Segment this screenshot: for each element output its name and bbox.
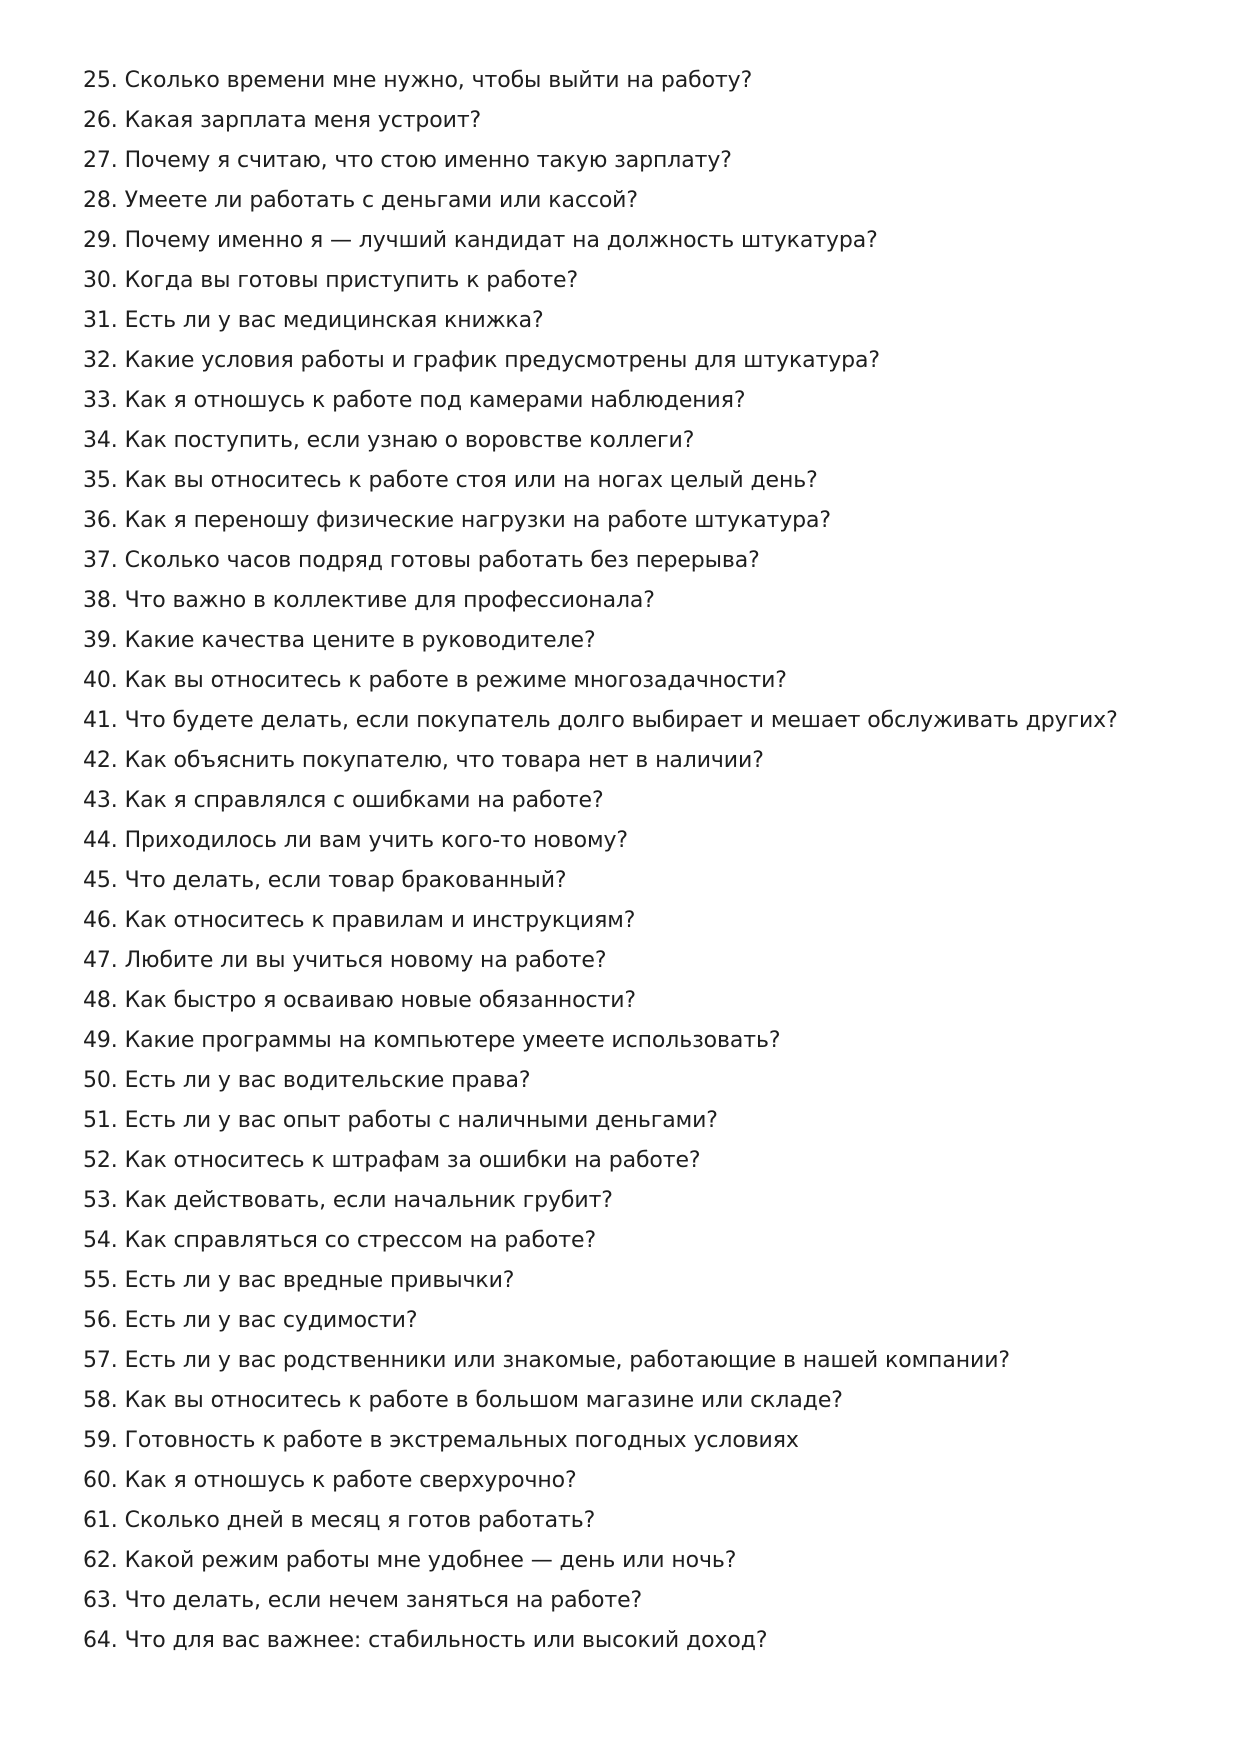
question-item: 59. Готовность к работе в экстремальных погодных условиях (83, 1428, 799, 1453)
question-item: 57. Есть ли у вас родственники или знакомые, работающие в нашей компании? (83, 1348, 1010, 1373)
question-item: 41. Что будете делать, если покупатель долго выбирает и мешает обслуживать других? (83, 708, 1118, 733)
question-item: 36. Как я переношу физические нагрузки на работе штукатура? (83, 508, 831, 533)
question-item: 26. Какая зарплата меня устроит? (83, 108, 482, 133)
question-item: 40. Как вы относитесь к работе в режиме многозадачности? (83, 668, 787, 693)
question-item: 46. Как относитесь к правилам и инструкциям? (83, 908, 636, 933)
question-item: 63. Что делать, если нечем заняться на работе? (83, 1588, 643, 1613)
question-item: 56. Есть ли у вас судимости? (83, 1308, 418, 1333)
question-item: 27. Почему я считаю, что стою именно такую зарплату? (83, 148, 732, 173)
question-item: 60. Как я отношусь к работе сверхурочно? (83, 1468, 577, 1493)
question-item: 48. Как быстро я осваиваю новые обязанности? (83, 988, 636, 1013)
question-item: 25. Сколько времени мне нужно, чтобы выйти на работу? (83, 68, 753, 93)
question-item: 33. Как я отношусь к работе под камерами наблюдения? (83, 388, 746, 413)
question-item: 35. Как вы относитесь к работе стоя или на ногах целый день? (83, 468, 818, 493)
question-item: 31. Есть ли у вас медицинская книжка? (83, 308, 544, 333)
question-item: 28. Умеете ли работать с деньгами или кассой? (83, 188, 638, 213)
question-item: 42. Как объяснить покупателю, что товара нет в наличии? (83, 748, 764, 773)
question-item: 38. Что важно в коллективе для профессионала? (83, 588, 655, 613)
question-item: 39. Какие качества цените в руководителе? (83, 628, 596, 653)
question-item: 61. Сколько дней в месяц я готов работать? (83, 1508, 596, 1533)
question-item: 32. Какие условия работы и график предусмотрены для штукатура? (83, 348, 880, 373)
question-item: 37. Сколько часов подряд готовы работать без перерыва? (83, 548, 760, 573)
question-item: 47. Любите ли вы учиться новому на работе? (83, 948, 607, 973)
question-item: 29. Почему именно я — лучший кандидат на должность штукатура? (83, 228, 878, 253)
question-item: 34. Как поступить, если узнаю о воровстве коллеги? (83, 428, 695, 453)
question-item: 50. Есть ли у вас водительские права? (83, 1068, 531, 1093)
question-item: 43. Как я справлялся с ошибками на работе? (83, 788, 604, 813)
question-item: 62. Какой режим работы мне удобнее — день или ночь? (83, 1548, 737, 1573)
question-item: 64. Что для вас важнее: стабильность или высокий доход? (83, 1628, 768, 1653)
question-item: 51. Есть ли у вас опыт работы с наличными деньгами? (83, 1108, 718, 1133)
question-item: 45. Что делать, если товар бракованный? (83, 868, 567, 893)
question-item: 58. Как вы относитесь к работе в большом магазине или складе? (83, 1388, 843, 1413)
question-item: 44. Приходилось ли вам учить кого-то новому? (83, 828, 628, 853)
question-item: 52. Как относитесь к штрафам за ошибки на работе? (83, 1148, 701, 1173)
question-item: 54. Как справляться со стрессом на работе? (83, 1228, 597, 1253)
question-item: 49. Какие программы на компьютере умеете использовать? (83, 1028, 781, 1053)
question-item: 30. Когда вы готовы приступить к работе? (83, 268, 579, 293)
question-list (83, 61, 1203, 1661)
question-item: 55. Есть ли у вас вредные привычки? (83, 1268, 515, 1293)
question-item: 53. Как действовать, если начальник грубит? (83, 1188, 613, 1213)
